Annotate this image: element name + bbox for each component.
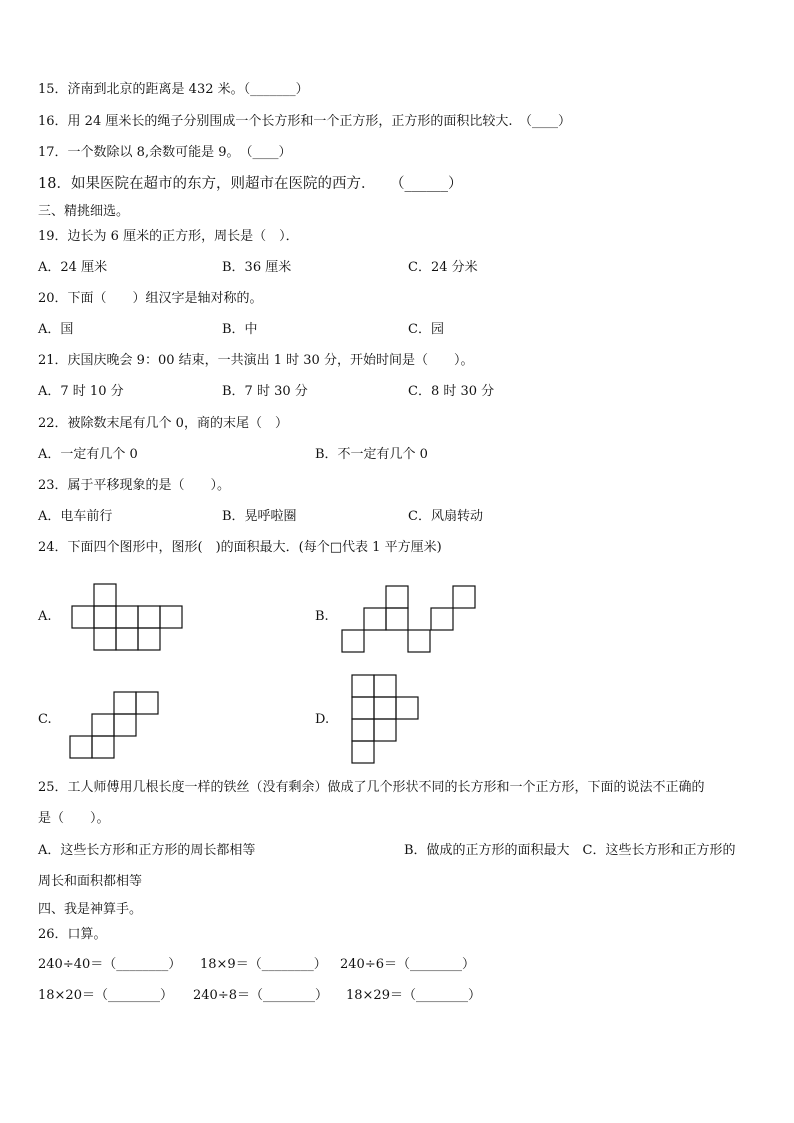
calc-item: 18×29＝（________） — [346, 988, 481, 1003]
figure-b-label: B. — [315, 609, 329, 624]
question-26: 26．口算。 — [38, 927, 107, 942]
question-22: 22．被除数末尾有几个 0，商的末尾（ ） — [38, 416, 288, 431]
q25-option-a: A．这些长方形和正方形的周长都相等 — [38, 843, 256, 858]
question-18: 18．如果医院在超市的东方，则超市在医院的西方． （______） — [38, 176, 463, 192]
q21-option-b: B．7 时 30 分 — [222, 384, 308, 399]
figure-a-label: A. — [38, 609, 52, 624]
section-3-heading: 三、精挑细选。 — [38, 204, 130, 219]
question-20: 20．下面（ ）组汉字是轴对称的。 — [38, 291, 263, 306]
q25-option-b-c: B．做成的正方形的面积最大 C．这些长方形和正方形的 — [404, 843, 736, 858]
figure-c-label: C. — [38, 712, 52, 727]
q19-option-a: A．24 厘米 — [38, 260, 108, 275]
question-17: 17．一个数除以 8,余数可能是 9。 （____） — [38, 145, 292, 160]
section-4-heading: 四、我是神算手。 — [38, 902, 143, 917]
calc-item: 240÷8＝（________） — [193, 988, 328, 1003]
calc-item: 18×9＝（________） — [200, 957, 327, 972]
q19-option-c: C．24 分米 — [408, 260, 478, 275]
question-21: 21．庆国庆晚会 9：00 结束，一共演出 1 时 30 分，开始时间是（ ）。 — [38, 353, 474, 368]
question-15: 15．济南到北京的距离是 432 米。（_______） — [38, 82, 309, 97]
q20-option-c: C．园 — [408, 322, 444, 337]
q21-option-c: C．8 时 30 分 — [408, 384, 495, 399]
q22-option-b: B．不一定有几个 0 — [315, 447, 428, 462]
question-24: 24．下面四个图形中，图形( )的面积最大．(每个□代表 1 平方厘米) — [38, 540, 442, 555]
q20-option-a: A．国 — [38, 322, 74, 337]
q23-option-a: A．电车前行 — [38, 509, 113, 524]
q22-option-a: A．一定有几个 0 — [38, 447, 138, 462]
q21-option-a: A．7 时 10 分 — [38, 384, 124, 399]
q23-option-b: B．晃呼啦圈 — [222, 509, 297, 524]
figure-d-label: D. — [315, 712, 330, 727]
question-23: 23．属于平移现象的是（ ）。 — [38, 478, 231, 493]
calc-item: 240÷40＝（________） — [38, 957, 182, 972]
calc-item: 240÷6＝（________） — [340, 957, 475, 972]
q20-option-b: B．中 — [222, 322, 258, 337]
question-25-line-2: 是（ ）。 — [38, 811, 110, 826]
question-19: 19．边长为 6 厘米的正方形，周长是（ ）． — [38, 229, 299, 244]
question-25-line-4: 周长和面积都相等 — [38, 874, 143, 889]
question-25-line-1: 25．工人师傅用几根长度一样的铁丝（没有剩余）做成了几个形状不同的长方形和一个正方形，下面的说法不正确的 — [38, 780, 705, 795]
q23-option-c: C．风扇转动 — [408, 509, 483, 524]
question-16: 16．用 24 厘米长的绳子分别围成一个长方形和一个正方形，正方形的面积比较大. （____） — [38, 114, 571, 129]
calc-item: 18×20＝（________） — [38, 988, 173, 1003]
q19-option-b: B．36 厘米 — [222, 260, 292, 275]
